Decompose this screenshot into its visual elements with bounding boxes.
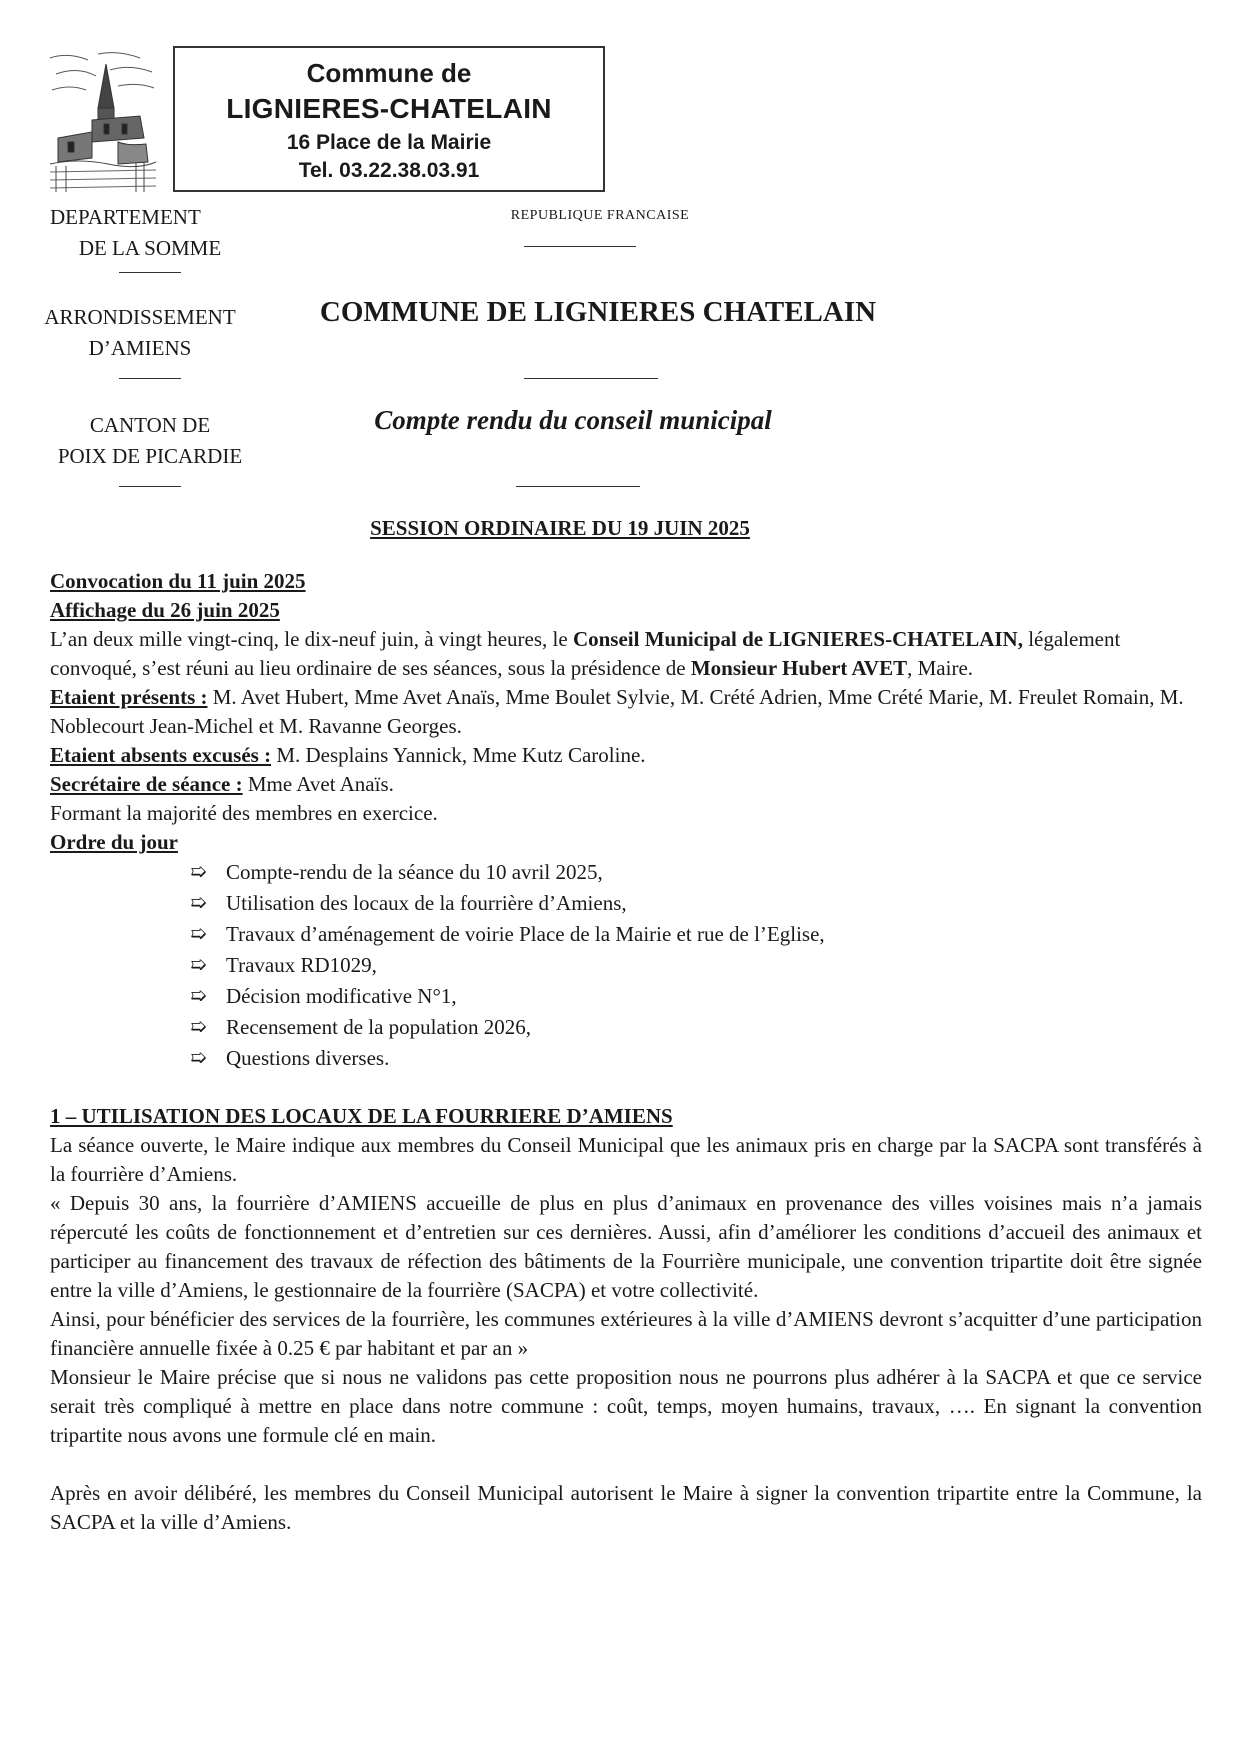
left-divider-1 [119,272,181,273]
arrondissement-line1: ARRONDISSEMENT [44,305,236,329]
departement-block [40,202,240,264]
arrow-icon: ➯ [190,892,207,914]
canton-block [40,410,260,472]
commune-title: COMMUNE DE LIGNIERES CHATELAIN [319,296,877,328]
arrondissement-block [40,302,240,364]
arrow-icon: ➯ [190,1047,207,1069]
agenda-item: ➯ Utilisation des locaux de la fourrière d’Amiens, [190,888,1202,919]
agenda-item: ➯ Questions diverses. [190,1043,1202,1074]
section-1-title: 1 – UTILISATION DES LOCAUX DE LA FOURRIERE D’AMIENS [50,1104,673,1128]
arrow-icon: ➯ [190,985,207,1007]
convocation-date: Convocation du 11 juin 2025 [50,569,306,593]
arrondissement-line2: D’AMIENS [88,336,192,360]
section-1-paragraph-2: « Depuis 30 ans, la fourrière d’AMIENS accueille de plus en plus d’animaux en provenance des villes voisines mais n’a jamais répercuté les coûts de fonctionnement et d’entretien sur ces dernières. Aussi, afin d’améliorer les conditions d’accueil des animaux et participer au financement des travaux de réfection des bâtiments de la Fourrière municipale, une convention tripartite doit être signée entre la ville d’Amiens, le gestionnaire de la fourrière (SACPA) et votre collectivité. [50,1191,1202,1302]
document-body [50,567,1202,1537]
departement-line2: DE LA SOMME [78,236,222,260]
compte-rendu-subtitle: Compte rendu du conseil municipal [374,405,772,435]
agenda-item: ➯ Décision modificative N°1, [190,981,1202,1012]
intro-text-start: L’an deux mille vingt-cinq, le dix-neuf juin, à vingt heures, le [50,627,573,651]
intro-maire-bold: Monsieur Hubert AVET [690,656,908,680]
agenda-item: ➯ Travaux d’aménagement de voirie Place de la Mairie et rue de l’Eglise, [190,919,1202,950]
section-1-paragraph-4: Monsieur le Maire précise que si nous ne validons pas cette proposition nous ne pourrons plus adhérer à la SACPA et que ce service serait très compliqué à mettre en place dans notre commune : coût, temps, moyen humains, travaux, …. En signant la convention tripartite nous avons une formule clé en main. [50,1365,1202,1447]
intro-paragraph [50,625,1202,683]
arrow-icon: ➯ [190,954,207,976]
intro-conseil-bold: Conseil Municipal de LIGNIERES-CHATELAIN, [572,627,1023,651]
arrow-icon: ➯ [190,861,207,883]
arrow-icon: ➯ [190,1016,207,1038]
right-divider-1 [524,246,636,247]
left-divider-2 [119,378,181,379]
session-title: SESSION ORDINAIRE DU 19 JUIN 2025 [370,516,750,540]
ordre-du-jour-label: Ordre du jour [50,830,178,854]
secretaire-paragraph [50,770,1202,799]
intro-text-end: , Maire. [907,656,974,680]
header-line-address: 16 Place de la Mairie [286,131,492,154]
agenda-item: ➯ Travaux RD1029, [190,950,1202,981]
departement-line1: DEPARTEMENT [50,205,201,229]
secretaire-label: Secrétaire de séance : [50,772,243,796]
header-line-phone: Tel. 03.22.38.03.91 [298,159,480,182]
secretaire-text: Mme Avet Anaïs. [242,772,394,796]
absents-paragraph [50,741,1202,770]
agenda-list [50,857,1202,1074]
header-line-commune: Commune de [306,58,472,88]
right-divider-3 [516,486,640,487]
republique-label: REPUBLIQUE FRANCAISE [510,208,690,223]
header-line-name: LIGNIERES-CHATELAIN [226,93,552,124]
left-divider-3 [119,486,181,487]
canton-line1: CANTON DE [89,413,211,437]
section-1-paragraph-1: La séance ouverte, le Maire indique aux membres du Conseil Municipal que les animaux pris en charge par la SACPA sont transférés à la fourrière d’Amiens. [50,1133,1202,1186]
presents-paragraph [50,683,1202,741]
affichage-date: Affichage du 26 juin 2025 [50,598,280,622]
presents-label: Etaient présents : [50,685,208,709]
section-1-paragraph-5: Après en avoir délibéré, les membres du Conseil Municipal autorisent le Maire à signer la convention tripartite entre la Commune, la SACPA et la ville d’Amiens. [50,1481,1202,1534]
church-logo [48,46,158,194]
absents-text: M. Desplains Yannick, Mme Kutz Caroline. [271,743,646,767]
agenda-item: ➯ Recensement de la population 2026, [190,1012,1202,1043]
canton-line2: POIX DE PICARDIE [57,444,243,468]
right-divider-2 [524,378,658,379]
agenda-item: ➯ Compte-rendu de la séance du 10 avril 2025, [190,857,1202,888]
arrow-icon: ➯ [190,923,207,945]
majorite-line: Formant la majorité des membres en exercice. [50,801,438,825]
intro-text-mid: légalement convoqué, s’est réuni au lieu ordinaire de ses séances, sous la présidence de [50,627,1121,680]
absents-label: Etaient absents excusés : [50,743,272,767]
commune-header-box [173,46,605,192]
section-1-paragraph-3: Ainsi, pour bénéficier des services de la fourrière, les communes extérieures à la ville d’AMIENS devront s’acquitter d’une participation financière annuelle fixée à 0.25 € par habitant et par an » [50,1307,1202,1360]
presents-text: M. Avet Hubert, Mme Avet Anaïs, Mme Boulet Sylvie, M. Crété Adrien, Mme Crété Marie, M. Freulet Romain, M. Noblecourt Jean-Michel et M. Ravanne Georges. [50,685,1184,738]
